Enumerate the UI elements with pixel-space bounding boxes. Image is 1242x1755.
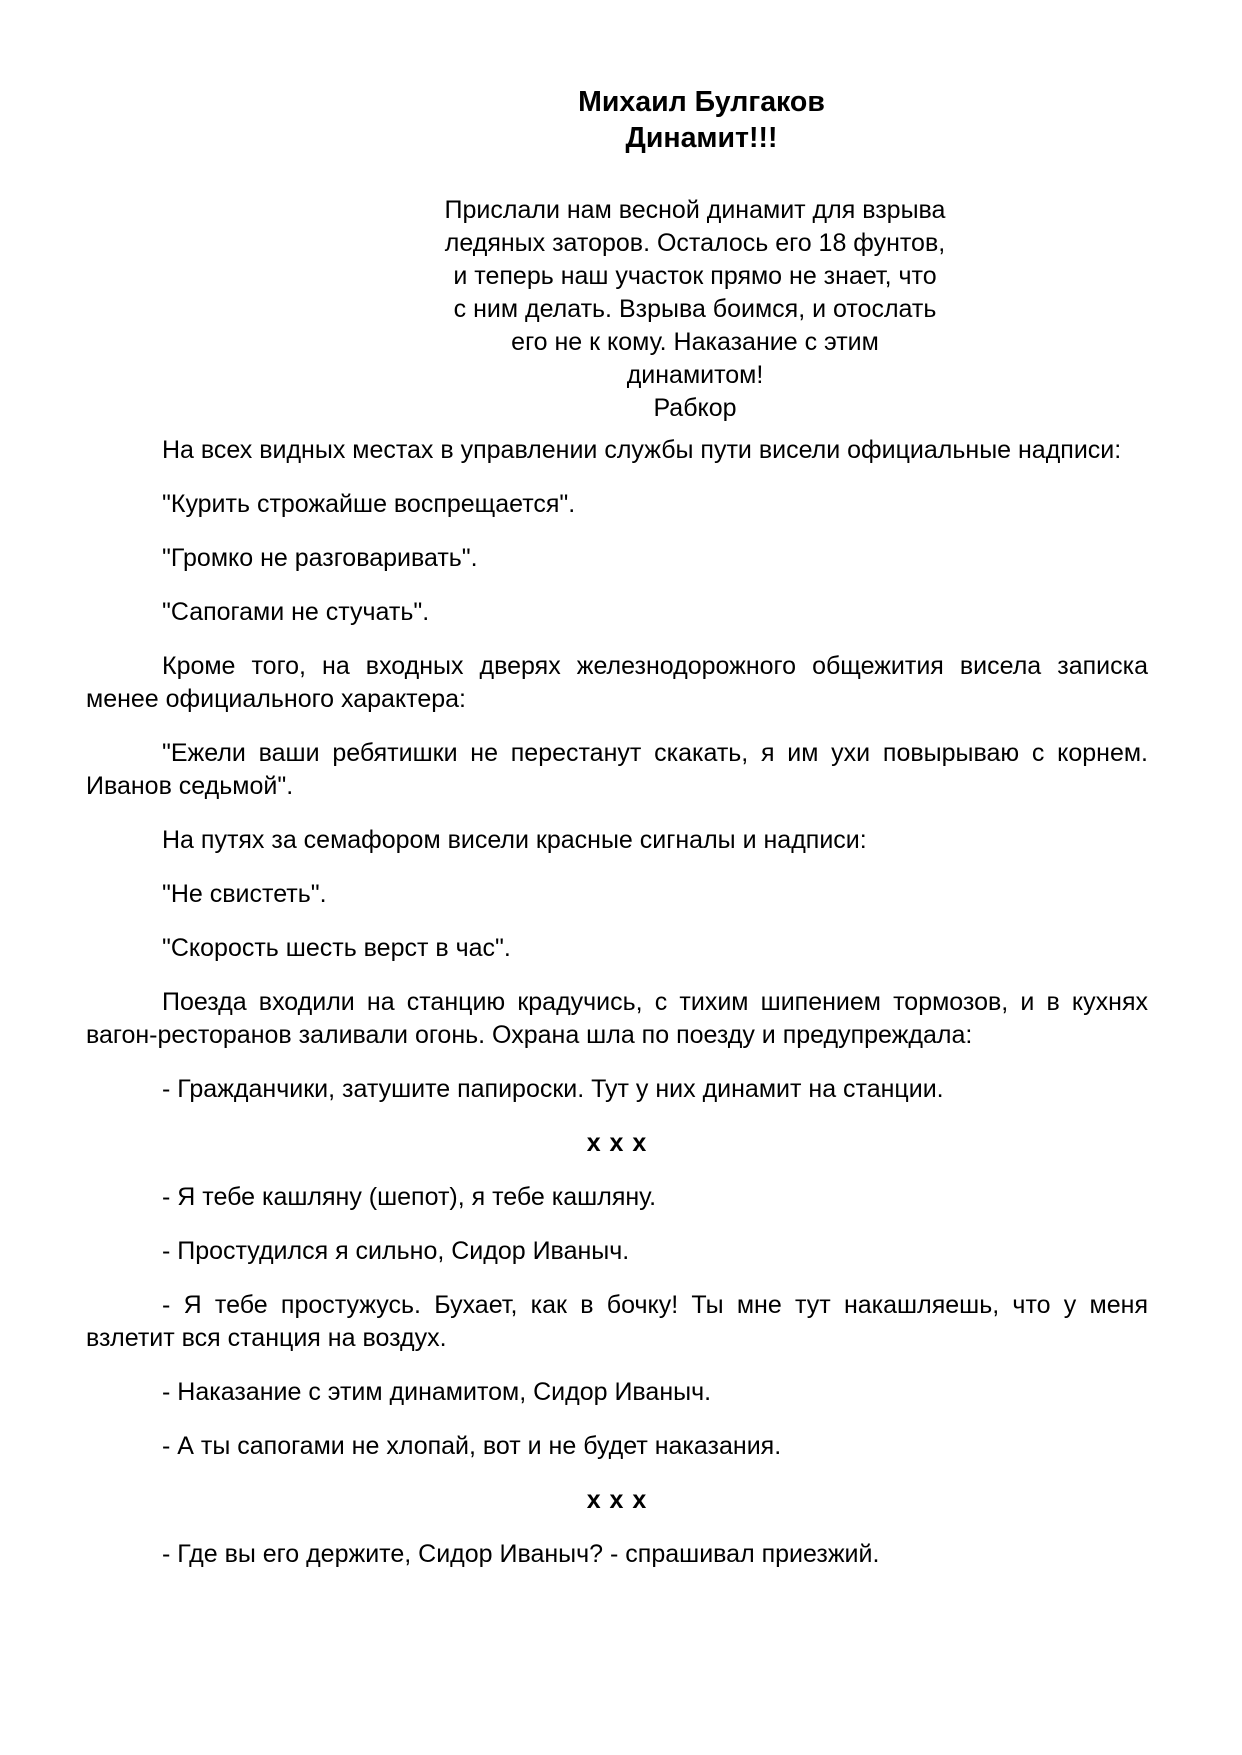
- section-separator: x x x: [586, 1486, 648, 1514]
- paragraph: "Курить строжайше воспрещается".: [162, 490, 576, 518]
- paragraph: - Простудился я сильно, Сидор Иваныч.: [162, 1237, 630, 1265]
- epigraph-line: динамитом!: [626, 361, 764, 389]
- epigraph-line: и теперь наш участок прямо не знает, что: [453, 262, 937, 290]
- paragraph: - Гражданчики, затушите папироски. Тут у них динамит на станции.: [162, 1075, 944, 1103]
- paragraph: "Ежели ваши ребятишки не перестанут скакать, я им ухи повырываю с корнем. Иванов седьмой".: [86, 739, 1148, 800]
- work-title: Динамит!!!: [625, 122, 778, 154]
- paragraph: - Я тебе простужусь. Бухает, как в бочку! Ты мне тут накашляешь, что у меня взлетит вся станция на воздух.: [86, 1291, 1148, 1352]
- epigraph-line: ледяных заторов. Осталось его 18 фунтов,: [444, 229, 946, 257]
- paragraph: "Скорость шесть верст в час".: [162, 934, 511, 962]
- story-body: [86, 434, 1148, 1592]
- paragraph: Кроме того, на входных дверях железнодорожного общежития висела записка менее официального характера:: [86, 652, 1148, 713]
- epigraph-line: с ним делать. Взрыва боимся, и отослать: [453, 295, 937, 323]
- epigraph: [396, 194, 994, 425]
- paragraph: "Громко не разговаривать".: [162, 544, 478, 572]
- epigraph-line: его не к кому. Наказание с этим: [511, 328, 879, 356]
- paragraph: На всех видных местах в управлении службы пути висели официальные надписи:: [162, 436, 1122, 464]
- paragraph: - Я тебе кашляну (шепот), я тебе кашляну.: [162, 1183, 657, 1211]
- epigraph-signature: Рабкор: [653, 394, 737, 422]
- epigraph-line: Прислали нам весной динамит для взрыва: [444, 196, 946, 224]
- paragraph: - Наказание с этим динамитом, Сидор Иваныч.: [162, 1378, 712, 1406]
- paragraph: - Где вы его держите, Сидор Иваныч? - спрашивал приезжий.: [162, 1540, 880, 1568]
- paragraph: "Сапогами не стучать".: [162, 598, 430, 626]
- title-block: [0, 84, 1242, 156]
- paragraph: - А ты сапогами не хлопай, вот и не будет наказания.: [162, 1432, 782, 1460]
- paragraph: "Не свистеть".: [162, 880, 327, 908]
- author-name: Михаил Булгаков: [578, 86, 825, 118]
- paragraph: Поезда входили на станцию крадучись, с тихим шипением тормозов, и в кухнях вагон-ресторанов заливали огонь. Охрана шла по поезду и предупреждала:: [86, 988, 1148, 1049]
- section-separator: x x x: [586, 1129, 648, 1157]
- paragraph: На путях за семафором висели красные сигналы и надписи:: [162, 826, 867, 854]
